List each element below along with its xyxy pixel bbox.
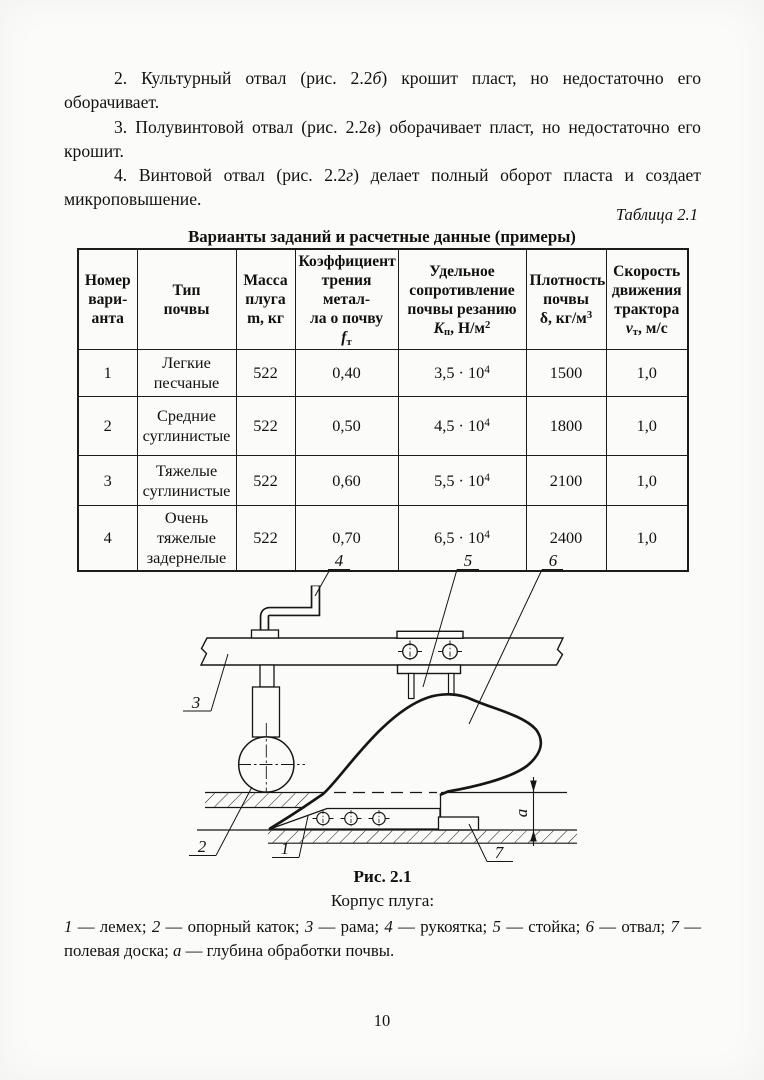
table-cell: 0,40 [295, 350, 398, 397]
table-cell: 4 [78, 506, 137, 571]
figure-title: Корпус плуга: [330, 891, 435, 910]
intro-paragraphs [64, 66, 701, 212]
table-header-row [78, 249, 688, 350]
callout-6: 6 [548, 551, 558, 570]
table-cell: 1800 [526, 397, 606, 456]
table-label: Таблица 2.1 [615, 205, 698, 224]
table-cell: 522 [236, 350, 295, 397]
table-cell: 522 [236, 456, 295, 506]
table-cell: Средние суглинистые [137, 397, 236, 456]
paragraph-text: 4. Винтовой отвал (рис. 2.2 [114, 165, 347, 186]
table-cell: 1,0 [606, 350, 688, 397]
paragraph-text: ) крошит пласт, но недостаточно его оборачивает. [64, 68, 702, 113]
table-row [78, 456, 688, 506]
table-cell: Тяжелые суглинистые [137, 456, 236, 506]
paragraph-text: 2. Культурный отвал (рис. 2.2 [114, 68, 373, 88]
paragraph-text: ) оборачивает пласт, но недостаточно его крошит. [64, 116, 701, 161]
figure-legend: 1 — лемех; 2 — опорный каток; 3 — рама; 4 — рукоятка; 5 — стойка; 6 — отвал; 7 — полевая доска; а — глубина обработки почвы. [64, 917, 701, 960]
table-cell: $3,5 \cdot 10^4$ [398, 350, 526, 397]
table-row [78, 350, 688, 397]
paragraph-text: ) делает полный оборот пласта и создает микроповышение. [64, 165, 701, 210]
figure-number: Рис. 2.1 [353, 867, 412, 886]
table-cell: 3 [78, 456, 137, 506]
table-cell: 0,50 [295, 397, 398, 456]
callout-5: 5 [463, 551, 473, 570]
furrow-bottom [197, 830, 577, 843]
callout-1: 1 [280, 839, 290, 858]
column-header: Масса плуга m, кг [236, 249, 295, 350]
table-row [78, 397, 688, 456]
table-cell: 1,0 [606, 506, 688, 571]
callout-7: 7 [494, 843, 504, 862]
table-cell: 2400 [526, 506, 606, 571]
frame-beam [201, 638, 563, 665]
table-cell: 2100 [526, 456, 606, 506]
figure-letter: б [372, 68, 382, 88]
table-cell: Легкие песчаные [137, 350, 236, 397]
table-cell: 1 [78, 350, 137, 397]
column-header: Плотность почвы δ, $кг/м^3$ [526, 249, 606, 350]
table-cell: 522 [236, 397, 295, 456]
table-cell: $6,5 \cdot 10^4$ [398, 506, 526, 571]
table-cell: 2 [78, 397, 137, 456]
plow-diagram [180, 548, 600, 868]
variants-table [77, 248, 689, 572]
table-cell: 522 [236, 506, 295, 571]
figure-letter: г [346, 165, 354, 186]
column-header: Номер вари- анта [78, 249, 137, 350]
callout-2: 2 [197, 837, 207, 856]
table-cell: 1500 [526, 350, 606, 397]
table-cell: 1,0 [606, 397, 688, 456]
handle-crank [252, 586, 316, 639]
column-header: Удельное сопротивление почвы резанию Kп, $Н/м^2$ [398, 249, 526, 350]
table-cell: 1,0 [606, 456, 688, 506]
table-cell: 0,70 [295, 506, 398, 571]
callout-3: 3 [191, 693, 201, 712]
column-header: Скорость движения трактора vт, м/с [606, 249, 688, 350]
field-board [439, 817, 479, 830]
depth-label: a [512, 808, 531, 818]
figure-letter: в [367, 116, 376, 137]
column-header: Коэффициент трения метал- ла о почву fт [295, 249, 398, 350]
paragraph [64, 163, 701, 212]
table-cell: Очень тяжелые задернелые [137, 506, 236, 571]
callout-4: 4 [334, 551, 344, 570]
paragraph-text: 3. Полувинтовой отвал (рис. 2.2 [114, 116, 368, 137]
page-number: 10 [373, 1011, 391, 1030]
table-cell: $5,5 \cdot 10^4$ [398, 456, 526, 506]
column-header: Тип почвы [137, 249, 236, 350]
paragraph [64, 66, 701, 115]
paragraph [64, 115, 701, 164]
table-cell: $4,5 \cdot 10^4$ [398, 397, 526, 456]
table-title: Варианты заданий и расчетные данные (примеры) [188, 227, 576, 246]
table-cell: 0,60 [295, 456, 398, 506]
